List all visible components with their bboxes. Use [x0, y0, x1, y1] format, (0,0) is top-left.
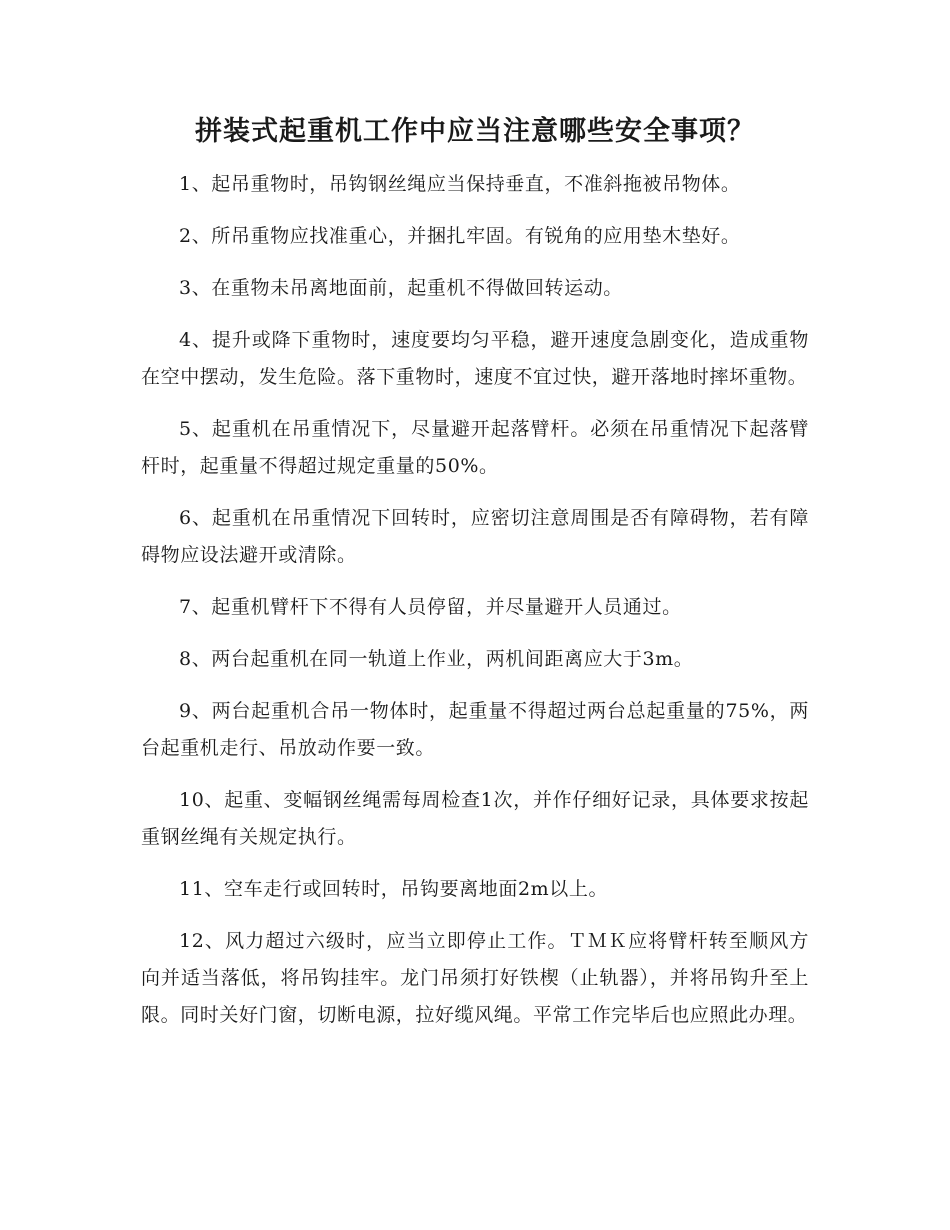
- paragraph-4: 4、提升或降下重物时，速度要均匀平稳，避开速度急剧变化，造成重物在空中摆动，发生危险。落下重物时，速度不宜过快，避开落地时摔坏重物。: [141, 329, 809, 388]
- page-title: 拼装式起重机工作中应当注意哪些安全事项？: [195, 116, 755, 147]
- paragraph-6: 6、起重机在吊重情况下回转时，应密切注意周围是否有障碍物，若有障碍物应设法避开或清除。: [141, 507, 809, 566]
- paragraph-3: 3、在重物未吊离地面前，起重机不得做回转运动。: [179, 277, 623, 299]
- paragraph-10: 10、起重、变幅钢丝绳需每周检查1次，并作仔细好记录，具体要求按起重钢丝绳有关规定执行。: [141, 789, 809, 848]
- paragraph-8: 8、两台起重机在同一轨道上作业，两机间距离应大于3m。: [179, 648, 694, 670]
- paragraph-9: 9、两台起重机合吊一物体时，起重量不得超过两台总起重量的75%，两台起重机走行、吊放动作要一致。: [141, 700, 809, 759]
- paragraph-1: 1、起吊重物时，吊钩钢丝绳应当保持垂直，不准斜拖被吊物体。: [179, 173, 741, 195]
- paragraph-11: 11、空车走行或回转时，吊钩要离地面2m以上。: [179, 878, 609, 900]
- paragraph-2: 2、所吊重物应找准重心，并捆扎牢固。有锐角的应用垫木垫好。: [179, 225, 741, 247]
- document-body: [141, 166, 809, 1049]
- paragraph-12: 12、风力超过六级时，应当立即停止工作。ＴＭＫ应将臂杆转至顺风方向并适当落低，将吊钩挂牢。龙门吊须打好铁楔（止轨器），并将吊钩升至上限。同时关好门窗，切断电源，拉好缆风绳。平常工作完毕后也应照此办理。: [141, 930, 809, 1026]
- paragraph-7: 7、起重机臂杆下不得有人员停留，并尽量避开人员通过。: [179, 596, 682, 618]
- paragraph-5: 5、起重机在吊重情况下，尽量避开起落臂杆。必须在吊重情况下起落臂杆时，起重量不得超过规定重量的50%。: [141, 418, 809, 477]
